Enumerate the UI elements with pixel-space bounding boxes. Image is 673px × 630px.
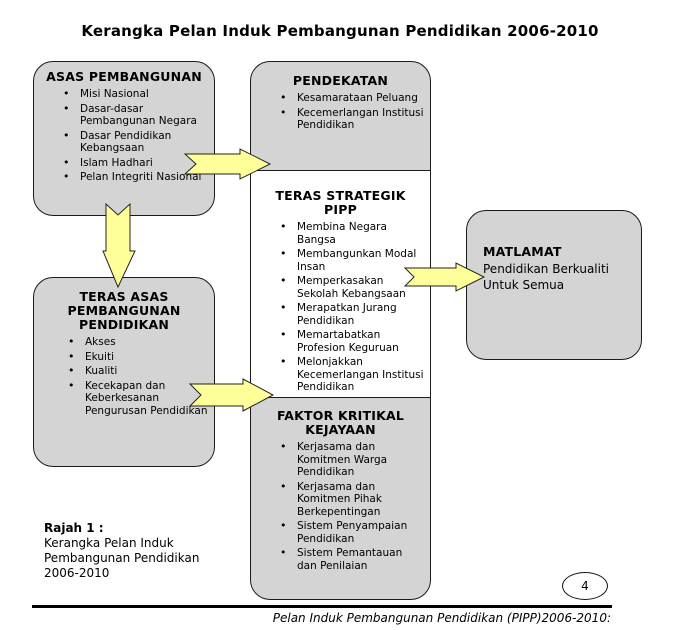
asas-heading: ASAS PEMBANGUNAN [46, 69, 202, 84]
teras-asas-heading [40, 290, 208, 332]
asas-pembangunan-box [33, 61, 215, 216]
matlamat-heading: MATLAMAT [483, 244, 562, 259]
list-item: • Kesamarataan Peluang [297, 92, 424, 105]
list-item: • Kerjasama dan Komitmen Pihak Berkepentingan [297, 481, 424, 519]
heading-line: PEMBANGUNAN [67, 303, 181, 318]
pendekatan-heading: PENDEKATAN [292, 73, 389, 88]
list-item: • Sistem Penyampaian Pendidikan [297, 520, 424, 545]
caption-line: 2006-2010 [44, 566, 110, 580]
footer-text: Pelan Induk Pembangunan Pendidikan (PIPP)2006-2010: [272, 611, 611, 625]
faktor-list [257, 441, 424, 572]
teras-asas-list [40, 336, 208, 417]
list-item: • Pelan Integriti Nasional [80, 171, 208, 184]
list-item: • Merapatkan Jurang Pendidikan [297, 302, 424, 327]
figure-caption [44, 521, 199, 581]
matlamat-goal: Pendidikan Berkualiti Untuk Semua [483, 262, 610, 292]
arrow-teras-asas-to-faktor [189, 378, 279, 414]
faktor-heading [257, 409, 424, 437]
list-item: • Kualiti [85, 365, 208, 378]
footer-rule [32, 605, 612, 608]
page-title: Kerangka Pelan Induk Pembangunan Pendidikan 2006-2010 [81, 22, 599, 40]
arrow-shape [103, 204, 135, 287]
list-item: • Misi Nasional [80, 88, 208, 101]
list-item: • Kecemerlangan Institusi Pendidikan [297, 107, 424, 132]
arrow-asas-to-pendekatan [184, 148, 274, 188]
page-number-badge: 4 [562, 572, 608, 600]
caption-label: Rajah 1 : [44, 521, 104, 535]
caption-line: Pembangunan Pendidikan [44, 551, 200, 565]
caption-line: Kerangka Pelan Induk [44, 536, 174, 550]
list-item: • Memartabatkan Profesion Keguruan [297, 329, 424, 354]
list-item: • Memperkasakan Sekolah Kebangsaan [297, 275, 424, 300]
heading-line: FAKTOR KRITIKAL [276, 408, 405, 423]
arrow-teras-strategik-to-matlamat [404, 262, 488, 294]
list-item: • Membangunkan Modal Insan [297, 248, 424, 273]
list-item: • Melonjakkan Kecemerlangan Institusi Pendidikan [297, 356, 424, 394]
list-item: • Akses [85, 336, 208, 349]
matlamat-box [466, 210, 642, 360]
arrow-shape [190, 379, 273, 411]
teras-asas-box [33, 277, 215, 467]
asas-list [40, 88, 208, 184]
arrow-shape [405, 263, 484, 291]
list-item: • Islam Hadhari [80, 157, 208, 170]
heading-line: PENDIDIKAN [78, 317, 170, 332]
list-item: • Membina Negara Bangsa [297, 221, 424, 246]
list-item: • Kerjasama dan Komitmen Warga Pendidikan [297, 441, 424, 479]
teras-strategik-heading: TERAS STRATEGIK PIPP [275, 188, 406, 217]
list-item: • Kecekapan dan Keberkesanan Pengurusan Pendidikan [85, 380, 208, 418]
heading-line: KEJAYAAN [305, 422, 376, 437]
list-item: • Ekuiti [85, 351, 208, 364]
list-item: • Dasar-dasar Pembangunan Negara [80, 103, 208, 128]
heading-line: TERAS ASAS [79, 289, 169, 304]
arrow-shape [185, 149, 270, 179]
arrow-asas-to-teras-asas [102, 203, 136, 289]
list-item: • Sistem Pemantauan dan Penilaian [297, 547, 424, 572]
list-item: • Dasar Pendidikan Kebangsaan [80, 130, 208, 155]
teras-strategik-list [257, 221, 424, 394]
pendekatan-list [257, 92, 424, 132]
